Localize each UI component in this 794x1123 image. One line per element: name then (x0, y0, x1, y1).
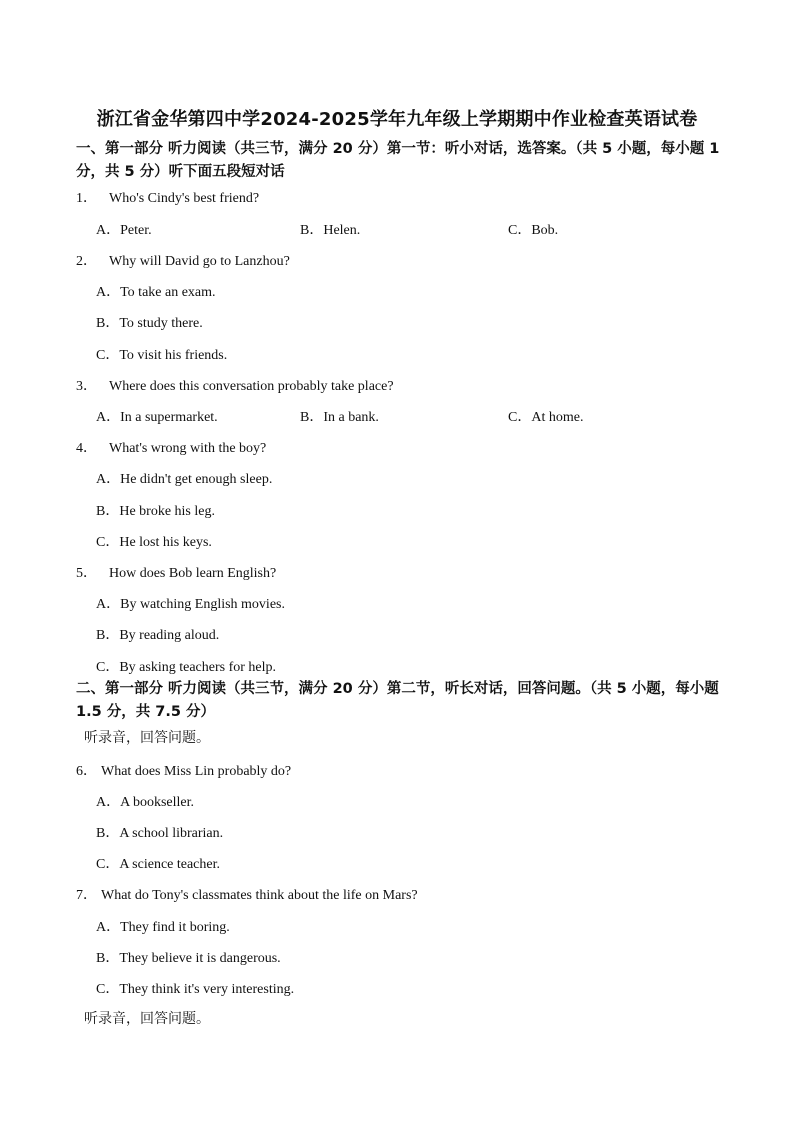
question-number: 6． (76, 764, 97, 779)
section-2-heading: 二、第一部分 听力阅读（共三节，满分 20 分）第二节，听长对话，回答问题。（共 5 小题，每小题 1.5 分，共 7.5 分） (76, 681, 719, 720)
question-5 (76, 562, 276, 582)
page-title: 浙江省金华第四中学2024-2025学年九年级上学期期中作业检查英语试卷 (96, 109, 698, 130)
option-3a[interactable]: A．In a supermarket. (96, 410, 218, 425)
option-7b[interactable]: B．They believe it is dangerous. (96, 951, 281, 966)
option-7c[interactable]: C．They think it's very interesting. (96, 982, 295, 997)
question-number: 7． (76, 888, 97, 903)
option-1a[interactable]: A．Peter. (96, 223, 152, 238)
question-number: 4． (76, 441, 97, 456)
option-4a[interactable]: A．He didn't get enough sleep. (96, 472, 273, 487)
option-6a[interactable]: A．A bookseller. (96, 795, 194, 810)
option-4c[interactable]: C．He lost his keys. (96, 535, 212, 550)
question-4 (76, 437, 266, 457)
option-5b[interactable]: B．By reading aloud. (96, 628, 220, 643)
question-3 (76, 375, 394, 395)
question-text: How does Bob learn English? (109, 566, 277, 581)
question-text: Who's Cindy's best friend? (109, 191, 260, 206)
question-text: What do Tony's classmates think about the life on Mars? (101, 888, 418, 903)
question-text: Where does this conversation probably take place? (109, 379, 394, 394)
option-5c[interactable]: C．By asking teachers for help. (96, 660, 277, 675)
option-2c[interactable]: C．To visit his friends. (96, 348, 228, 363)
section-1-heading: 一、第一部分 听力阅读（共三节，满分 20 分）第一节：听小对话，选答案。（共 5 小题，每小题 1 分，共 5 分）听下面五段短对话 (76, 141, 720, 180)
option-1c[interactable]: C．Bob. (508, 223, 559, 238)
question-number: 5． (76, 566, 97, 581)
question-6 (76, 760, 291, 780)
instruction-note: 听录音，回答问题。 (84, 730, 210, 746)
option-1b[interactable]: B．Helen. (300, 223, 361, 238)
instruction-note: 听录音，回答问题。 (84, 1011, 210, 1027)
option-3c[interactable]: C．At home. (508, 410, 584, 425)
question-number: 2． (76, 254, 97, 269)
option-3b[interactable]: B．In a bank. (300, 410, 379, 425)
question-number: 1． (76, 191, 97, 206)
question-7 (76, 884, 418, 904)
option-6b[interactable]: B．A school librarian. (96, 826, 224, 841)
option-2a[interactable]: A．To take an exam. (96, 285, 216, 300)
option-2b[interactable]: B．To study there. (96, 316, 203, 331)
question-2 (76, 250, 290, 270)
option-6c[interactable]: C．A science teacher. (96, 857, 221, 872)
question-text: What's wrong with the boy? (109, 441, 267, 456)
question-1 (76, 187, 259, 207)
option-4b[interactable]: B．He broke his leg. (96, 504, 215, 519)
question-text: What does Miss Lin probably do? (101, 764, 292, 779)
question-text: Why will David go to Lanzhou? (109, 254, 290, 269)
option-5a[interactable]: A．By watching English movies. (96, 597, 285, 612)
question-number: 3． (76, 379, 97, 394)
option-7a[interactable]: A．They find it boring. (96, 920, 230, 935)
